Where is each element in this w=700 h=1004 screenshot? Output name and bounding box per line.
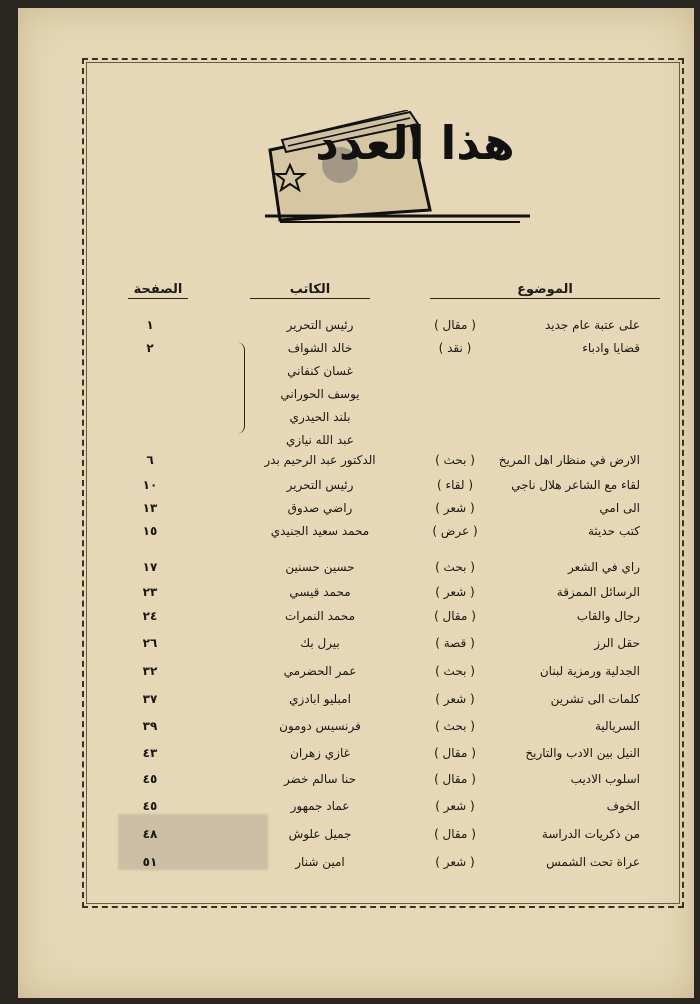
- page-cell: ٤٥: [142, 772, 158, 786]
- column-header-author: الكاتب: [289, 282, 331, 297]
- author-cell: يوسف الحوراني: [280, 387, 360, 401]
- table-row: [120, 719, 640, 741]
- page-cell: ٢٣: [142, 585, 158, 599]
- author-cell: حنا سالم خضر: [283, 772, 357, 786]
- table-row: [120, 341, 640, 363]
- author-cell: عماد جمهور: [290, 799, 350, 813]
- page-cell: ٤٥: [142, 799, 158, 813]
- page-cell: ٤٣: [142, 746, 158, 760]
- author-cell: محمد سعيد الجنيدي: [270, 524, 370, 538]
- page-cell: ٣٩: [142, 719, 158, 733]
- column-header-topic: الموضوع: [517, 282, 573, 297]
- page-cell: ٢٦: [142, 636, 158, 650]
- author-cell: بيرل بك: [300, 636, 340, 650]
- page-cell: ١٣: [142, 501, 158, 515]
- author-cell: امبليو ابادزي: [289, 692, 351, 706]
- page-cell: ١: [146, 318, 154, 332]
- topic-cell: كتب حديثة: [587, 524, 640, 538]
- type-cell: ( بحث ): [435, 453, 475, 467]
- topic-cell: لقاء مع الشاعر هلال ناجي: [511, 478, 640, 492]
- table-row: [120, 799, 640, 821]
- table-row: [120, 772, 640, 794]
- author-cell: حسين حسنين: [285, 560, 355, 574]
- table-row: [120, 364, 640, 386]
- type-cell: ( عرض ): [432, 524, 478, 538]
- page-cell: ١٥: [142, 524, 158, 538]
- type-cell: ( بحث ): [435, 560, 475, 574]
- page-cell: ٢٤: [142, 609, 158, 623]
- page-cell: ٦: [146, 453, 154, 467]
- column-rule-author: [250, 298, 370, 299]
- topic-cell: عراة تحت الشمس: [546, 855, 640, 869]
- type-cell: ( مقال ): [434, 827, 476, 841]
- page-cell: ٢: [146, 341, 154, 355]
- type-cell: ( لقاء ): [436, 478, 474, 492]
- table-row: [120, 387, 640, 409]
- topic-cell: الى امي: [599, 501, 640, 515]
- table-row: [120, 636, 640, 658]
- table-row: [120, 855, 640, 877]
- type-cell: ( شعر ): [435, 855, 475, 869]
- author-cell: غازي زهران: [290, 746, 350, 760]
- type-cell: ( بحث ): [435, 719, 475, 733]
- page-cell: ١٠: [142, 478, 158, 492]
- author-cell: محمد النمرات: [284, 609, 356, 623]
- author-cell: خالد الشواف: [287, 341, 353, 355]
- topic-cell: السريالية: [594, 719, 640, 733]
- table-row: [120, 585, 640, 607]
- type-cell: ( شعر ): [435, 501, 475, 515]
- author-cell: رئيس التحرير: [286, 318, 354, 332]
- table-row: [120, 453, 640, 475]
- page-cell: ٥١: [142, 855, 158, 869]
- author-cell: بلند الحيدري: [289, 410, 351, 424]
- page-title: هذا العدد: [315, 116, 515, 170]
- table-row: [120, 560, 640, 582]
- author-cell: جميل علوش: [288, 827, 352, 841]
- page-cell: ١٧: [142, 560, 158, 574]
- topic-cell: قضايا وادباء: [582, 341, 640, 355]
- topic-cell: رجال والقاب: [576, 609, 640, 623]
- table-row: [120, 410, 640, 432]
- author-cell: عبد الله نيازي: [286, 433, 354, 447]
- column-header-page: الصفحة: [133, 282, 183, 297]
- table-row: [120, 827, 640, 849]
- column-rule-page: [128, 298, 188, 299]
- type-cell: ( شعر ): [435, 585, 475, 599]
- topic-cell: راي في الشعر: [568, 560, 640, 574]
- type-cell: ( مقال ): [434, 746, 476, 760]
- topic-cell: على عتبة عام جديد: [544, 318, 640, 332]
- author-cell: غسان كنفاني: [287, 364, 353, 378]
- topic-cell: اسلوب الاديب: [570, 772, 640, 786]
- topic-cell: من ذكريات الدراسة: [541, 827, 640, 841]
- table-row: [120, 478, 640, 500]
- table-row: [120, 524, 640, 546]
- table-row: [120, 318, 640, 340]
- type-cell: ( نقد ): [438, 341, 472, 355]
- page-cell: ٣٧: [142, 692, 158, 706]
- topic-cell: الجدلية ورمزية لبنان: [539, 664, 640, 678]
- topic-cell: كلمات الى تشرين: [550, 692, 640, 706]
- type-cell: ( مقال ): [434, 772, 476, 786]
- type-cell: ( بحث ): [435, 664, 475, 678]
- type-cell: ( قصة ): [435, 636, 475, 650]
- page-cell: ٣٢: [142, 664, 158, 678]
- table-row: [120, 501, 640, 523]
- topic-cell: الرسائل الممزقة: [556, 585, 640, 599]
- author-cell: الدكتور عبد الرحيم بدر: [264, 453, 376, 467]
- topic-cell: النيل بين الادب والتاريخ: [525, 746, 640, 760]
- topic-cell: حقل الرز: [594, 636, 640, 650]
- author-cell: عمر الحضرمي: [283, 664, 357, 678]
- table-row: [120, 609, 640, 631]
- table-row: [120, 664, 640, 686]
- author-cell: امين شنار: [295, 855, 345, 869]
- type-cell: ( شعر ): [435, 799, 475, 813]
- topic-cell: الخوف: [606, 799, 640, 813]
- table-row: [120, 692, 640, 714]
- topic-cell: الارض في منظار اهل المريخ: [498, 453, 640, 467]
- column-rule-topic: [430, 298, 660, 299]
- author-cell: راضي صدوق: [287, 501, 353, 515]
- type-cell: ( مقال ): [434, 318, 476, 332]
- type-cell: ( شعر ): [435, 692, 475, 706]
- page-cell: ٤٨: [142, 827, 158, 841]
- table-row: [120, 433, 640, 455]
- type-cell: ( مقال ): [434, 609, 476, 623]
- author-cell: محمد قيسي: [289, 585, 351, 599]
- author-cell: فرنسيس دومون: [279, 719, 361, 733]
- table-row: [120, 746, 640, 768]
- author-cell: رئيس التحرير: [286, 478, 354, 492]
